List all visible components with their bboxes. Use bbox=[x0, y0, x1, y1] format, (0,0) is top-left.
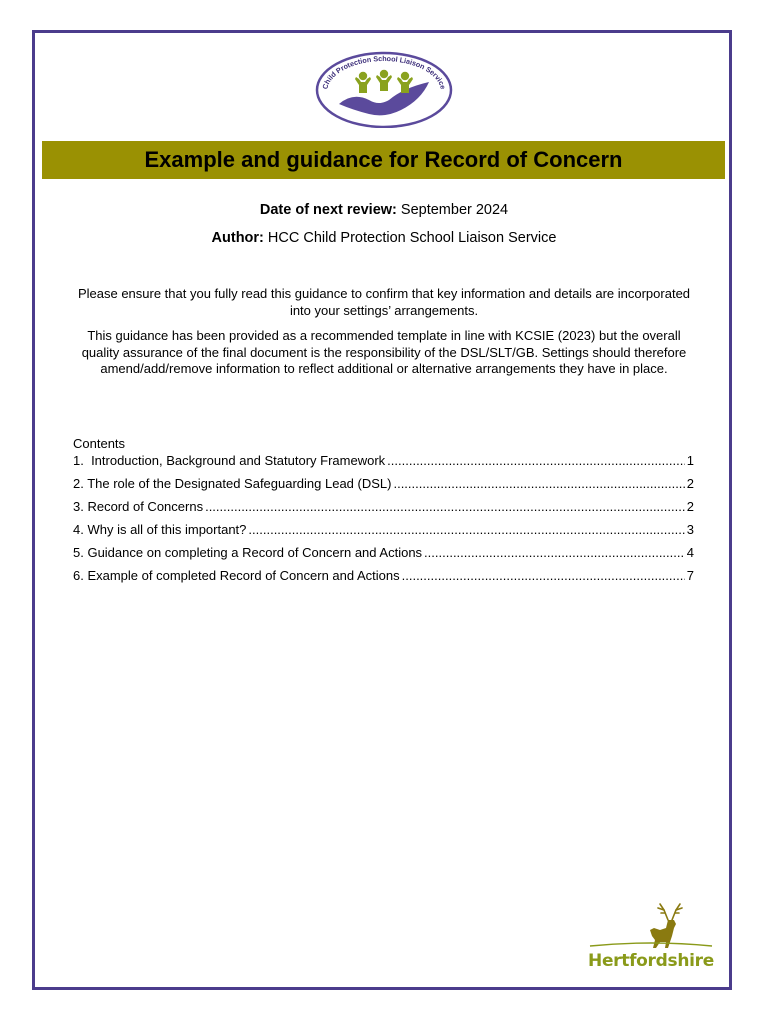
review-date-line bbox=[0, 202, 768, 218]
toc-entry[interactable] bbox=[73, 451, 694, 474]
toc-page-number: 1 bbox=[686, 453, 694, 468]
toc-leader-dots bbox=[424, 545, 685, 561]
toc-entry-text: 5. Guidance on completing a Record of Concern and Actions bbox=[73, 545, 423, 560]
toc-entry-text: 1. Introduction, Background and Statutory Framework bbox=[73, 453, 386, 468]
hertfordshire-wordmark: Hertfordshire bbox=[588, 951, 714, 971]
author-line bbox=[0, 230, 768, 246]
author-label: Author: bbox=[211, 230, 264, 246]
toc-entry[interactable] bbox=[73, 543, 694, 566]
toc-leader-dots bbox=[393, 476, 684, 492]
toc-entry-text: 3. Record of Concerns bbox=[73, 499, 204, 514]
author-value: HCC Child Protection School Liaison Service bbox=[267, 230, 557, 246]
toc-entry[interactable] bbox=[73, 497, 694, 520]
toc-entry-text: 4. Why is all of this important? bbox=[73, 522, 247, 537]
toc-leader-dots bbox=[402, 568, 685, 584]
toc-entry-text: 2. The role of the Designated Safeguarding Lead (DSL) bbox=[73, 476, 392, 491]
toc-leader-dots bbox=[205, 499, 685, 515]
logo-ring-text: Child Protection School Liaison Service bbox=[320, 53, 448, 91]
hertfordshire-logo bbox=[588, 900, 714, 976]
toc-page-number: 2 bbox=[686, 499, 694, 514]
contents-heading: Contents bbox=[73, 436, 126, 451]
review-date-label: Date of next review: bbox=[259, 202, 397, 218]
toc-page-number: 7 bbox=[686, 568, 694, 583]
review-date-value: September 2024 bbox=[400, 202, 509, 218]
toc-page-number: 2 bbox=[686, 476, 694, 491]
intro-paragraph-1: Please ensure that you fully read this guidance to confirm that key information and details are incorporated into your settings’ arrangements. bbox=[77, 286, 691, 318]
toc-entry-text: 6. Example of completed Record of Concern and Actions bbox=[73, 568, 400, 583]
toc-entry[interactable] bbox=[73, 520, 694, 543]
toc-entry[interactable] bbox=[73, 566, 694, 589]
table-of-contents bbox=[73, 451, 694, 589]
cpsls-logo bbox=[313, 48, 455, 128]
stag-icon bbox=[588, 900, 714, 952]
toc-page-number: 4 bbox=[686, 545, 694, 560]
title-banner bbox=[42, 141, 725, 179]
toc-leader-dots bbox=[387, 453, 685, 469]
toc-entry[interactable] bbox=[73, 474, 694, 497]
document-title: Example and guidance for Record of Concern bbox=[144, 147, 623, 172]
intro-paragraph-2: This guidance has been provided as a recommended template in line with KCSIE (2023) but the overall quality assurance of the final document is the responsibility of the DSL/SLT/GB. Settings should therefore amend/add/remove information to reflect additional or alternative arrangements they have in place. bbox=[81, 328, 687, 376]
toc-page-number: 3 bbox=[686, 522, 694, 537]
toc-leader-dots bbox=[248, 522, 684, 538]
